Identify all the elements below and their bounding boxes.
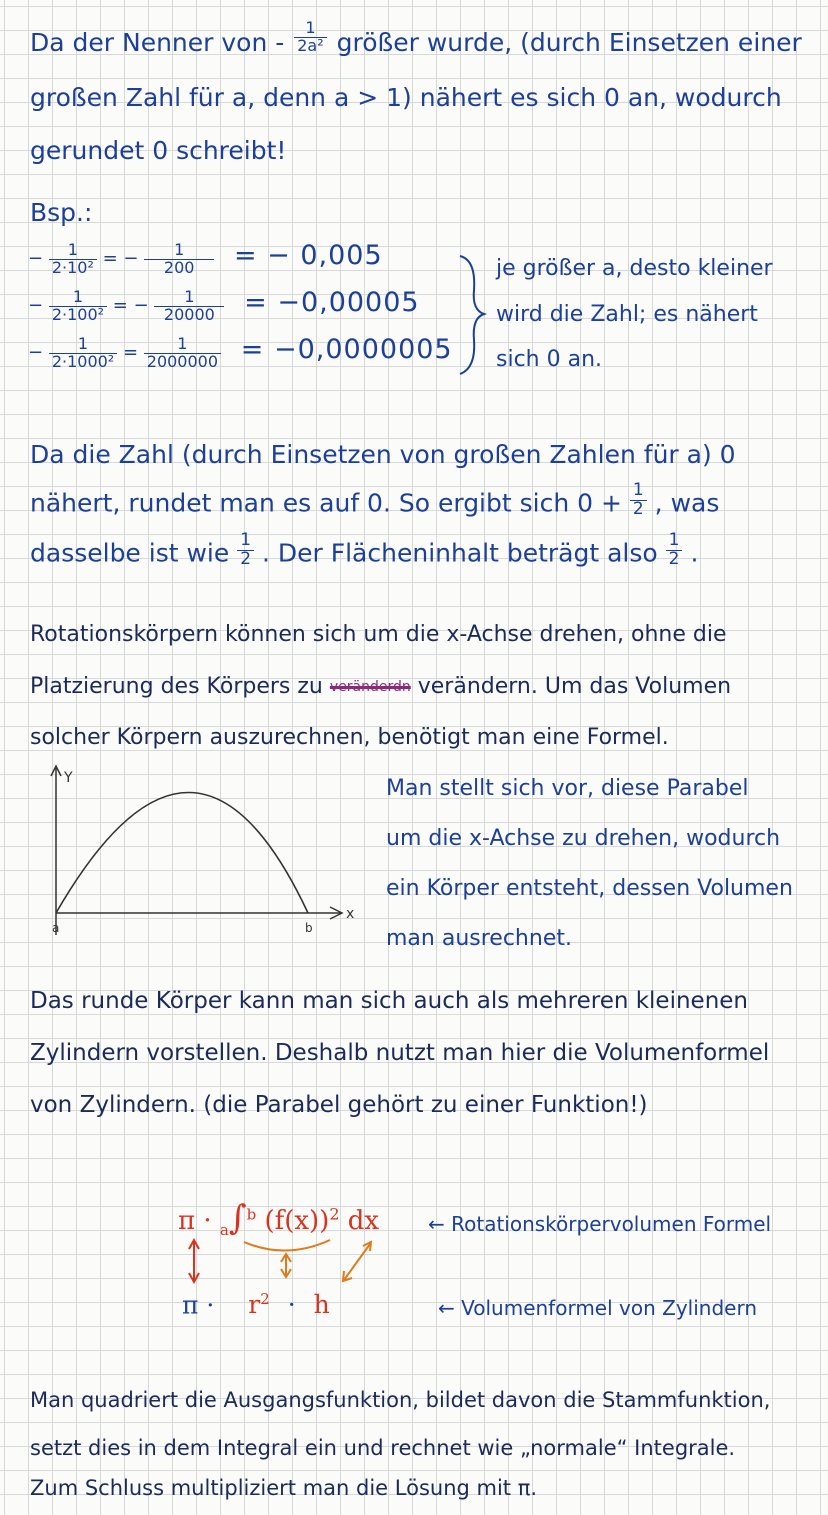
para2-line-3: dasselbe ist wie $\frac{1}{2}$ . Der Flächeninhalt beträgt also $\frac{1}{2}$ . bbox=[30, 530, 699, 569]
y-label: Y bbox=[64, 770, 73, 786]
parabola-curve bbox=[56, 793, 308, 914]
a-label: a bbox=[52, 921, 60, 935]
example-row-2: − $\frac{1}{\text{2·100²}}$ = − $\frac{1}{20000}$ = −0,00005 bbox=[28, 286, 420, 324]
example-row-3: − $\frac{1}{\text{2·1000²}}$ = $\frac{1}{2000000}$ = −0,0000005 bbox=[28, 333, 453, 371]
struck-word: veränderdn bbox=[329, 679, 411, 695]
intro-line-3: gerundet 0 schreibt! bbox=[30, 136, 287, 165]
para2-line-1: Da die Zahl (durch Einsetzen von großen Zahlen für a) 0 bbox=[30, 440, 736, 469]
cylinder-line-3: von Zylindern. (die Parabel gehört zu einer Funktion!) bbox=[30, 1092, 648, 1118]
formula-note-1: ← Rotationskörpervolumen Formel bbox=[428, 1212, 772, 1236]
curly-brace-icon bbox=[452, 250, 492, 380]
b-label: b bbox=[305, 921, 313, 935]
rotation-volume-formula: π · $_a$∫$^b$ $(f(x))^2$ dx bbox=[178, 1198, 380, 1240]
closing-line-2: setzt dies in dem Integral ein und rechnet wie „normale“ Integrale. bbox=[30, 1436, 736, 1460]
cylinder-volume-formula: $\pi \cdot r^2 \cdot h$ bbox=[182, 1290, 330, 1320]
example-label: Bsp.: bbox=[30, 198, 93, 227]
formula-arrows bbox=[180, 1236, 400, 1292]
rotation-line-2: Platzierung des Körpers zu veränderdn verändern. Um das Volumen bbox=[30, 674, 732, 699]
x-label: x bbox=[346, 906, 355, 922]
intro-line-1: Da der Nenner von - $\frac{1}{\text{2a²}}$ größer wurde, (durch Einsetzen einer bbox=[30, 17, 802, 57]
formula-note-2: ← Volumenformel von Zylindern bbox=[438, 1296, 758, 1320]
graph-desc-3: ein Körper entsteht, dessen Volumen bbox=[386, 876, 793, 901]
intro-line-2: großen Zahl für a, denn a > 1) nähert es sich 0 an, wodurch bbox=[30, 83, 782, 112]
example-side-line-2: wird die Zahl; es nähert bbox=[496, 302, 758, 327]
cylinder-line-2: Zylindern vorstellen. Deshalb nutzt man hier die Volumenformel bbox=[30, 1040, 770, 1066]
graph-desc-4: man ausrechnet. bbox=[386, 926, 572, 951]
example-row-1: − $\frac{1}{\text{2·10²}}$ = − $\frac{1}{200}$ = − 0,005 bbox=[28, 239, 383, 277]
rotation-line-1: Rotationskörpern können sich um die x-Achse drehen, ohne die bbox=[30, 622, 727, 647]
closing-line-3: Zum Schluss multipliziert man die Lösung mit π. bbox=[30, 1476, 538, 1500]
para2-line-2: nähert, rundet man es auf 0. So ergibt sich 0 + $\frac{1}{2}$ , was bbox=[30, 480, 720, 519]
rotation-line-3: solcher Körpern auszurechnen, benötigt man eine Formel. bbox=[30, 725, 669, 750]
example-side-line-1: je größer a, desto kleiner bbox=[496, 256, 773, 281]
cylinder-line-1: Das runde Körper kann man sich auch als mehreren kleinenen bbox=[30, 988, 749, 1014]
graph-desc-2: um die x-Achse zu drehen, wodurch bbox=[386, 826, 781, 851]
example-side-line-3: sich 0 an. bbox=[496, 347, 603, 372]
graph-desc-1: Man stellt sich vor, diese Parabel bbox=[386, 776, 749, 801]
closing-line-1: Man quadriert die Ausgangsfunktion, bildet davon die Stammfunktion, bbox=[30, 1388, 771, 1412]
fraction-1-over-2a2: $\frac{1}{\text{2a²}}$ bbox=[294, 20, 326, 55]
parabola-graph bbox=[30, 760, 370, 960]
